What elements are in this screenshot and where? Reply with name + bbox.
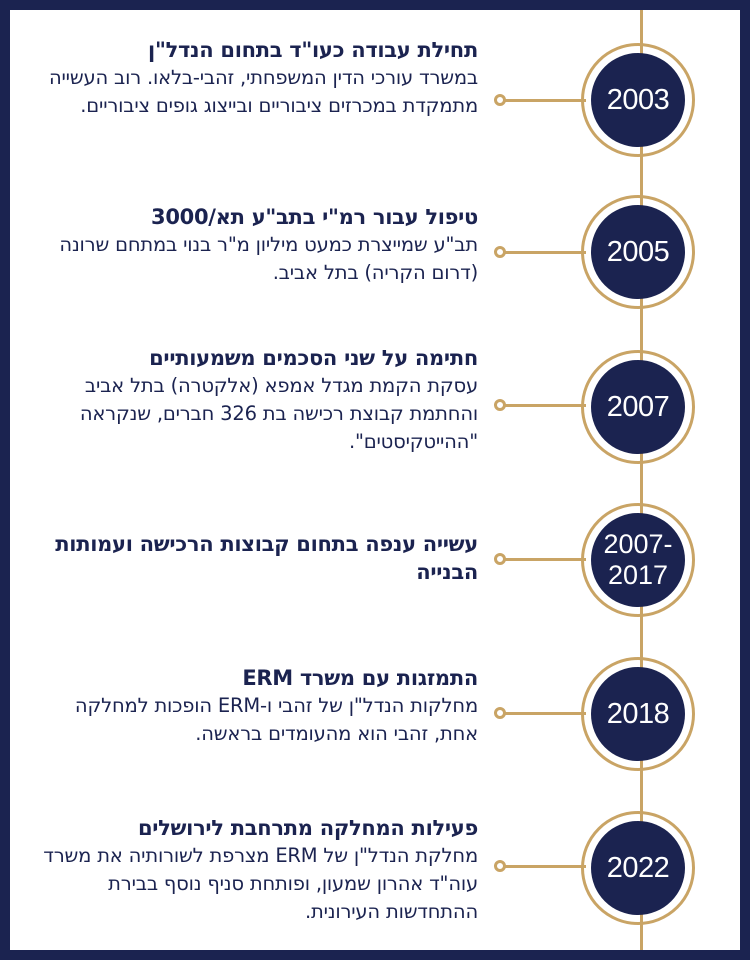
entry-body: מחלקת הנדל"ן של ERM מצרפת לשורותיה את משרד עוה"ד אהרון שמעון, ופותחת סניף נוסף בבירת ההתחדשות העירונית. — [43, 844, 478, 923]
timeline-entry-2007-2017 — [10, 493, 740, 633]
timeline-entry-2007 — [10, 340, 740, 480]
entry-title: תחילת עבודה כעו"ד בתחום הנדל"ן — [148, 38, 478, 62]
entry-text — [38, 36, 478, 120]
entry-title: עשייה ענפה בתחום קבוצות הרכישה ועמותות הבנייה — [55, 532, 478, 584]
year-label: 2007-2017 — [603, 529, 673, 590]
entry-text — [38, 530, 478, 586]
year-label: 2018 — [606, 697, 670, 730]
timeline-entry-2018 — [10, 650, 740, 790]
timeline-entry-2003 — [10, 30, 740, 170]
connector-dot — [494, 860, 506, 872]
entry-title: התמזגות עם משרד ERM — [242, 666, 478, 690]
year-label: 2022 — [606, 851, 670, 884]
entry-body: מחלקות הנדל"ן של זהבי ו-ERM הופכות למחלקה אחת, זהבי הוא מהעומדים בראשה. — [74, 694, 478, 745]
entry-title: חתימה על שני הסכמים משמעותיים — [149, 346, 478, 370]
connector-line — [504, 712, 586, 715]
timeline-entry-2022 — [10, 805, 740, 945]
connector-dot — [494, 399, 506, 411]
entry-text — [38, 814, 478, 926]
entry-text — [38, 344, 478, 456]
connector-line — [504, 99, 586, 102]
year-label: 2003 — [606, 83, 670, 116]
connector-line — [504, 865, 586, 868]
connector-dot — [494, 553, 506, 565]
year-badge — [591, 360, 685, 454]
year-label: 2005 — [606, 235, 670, 268]
entry-body: תב"ע שמייצרת כמעט מיליון מ"ר בנוי במתחם שרונה (דרום הקריה) בתל אביב. — [59, 233, 478, 284]
year-badge — [591, 513, 685, 607]
entry-title: פעילות המחלקה מתרחבת לירושלים — [137, 816, 478, 840]
entry-text — [38, 203, 478, 287]
connector-dot — [494, 94, 506, 106]
timeline-card — [10, 10, 740, 950]
year-badge — [591, 667, 685, 761]
year-badge — [591, 821, 685, 915]
entry-body: עסקת הקמת מגדל אמפא (אלקטרה) בתל אביב והחתמת קבוצת רכישה בת 326 חברים, שנקראה "ההייטקיסטים". — [79, 374, 478, 453]
entry-text — [38, 664, 478, 748]
entry-body: במשרד עורכי הדין המשפחתי, זהבי-בלאו. רוב העשייה מתמקדת במכרזים ציבוריים ובייצוג גופים ציבוריים. — [48, 66, 478, 117]
timeline-entry-2005 — [10, 185, 740, 325]
connector-dot — [494, 246, 506, 258]
year-label: 2007 — [606, 390, 670, 423]
year-badge — [591, 53, 685, 147]
connector-dot — [494, 707, 506, 719]
connector-line — [504, 251, 586, 254]
connector-line — [504, 404, 586, 407]
entry-title: טיפול עבור רמ"י בתב"ע תא/3000 — [151, 205, 478, 229]
year-badge — [591, 205, 685, 299]
connector-line — [504, 558, 586, 561]
